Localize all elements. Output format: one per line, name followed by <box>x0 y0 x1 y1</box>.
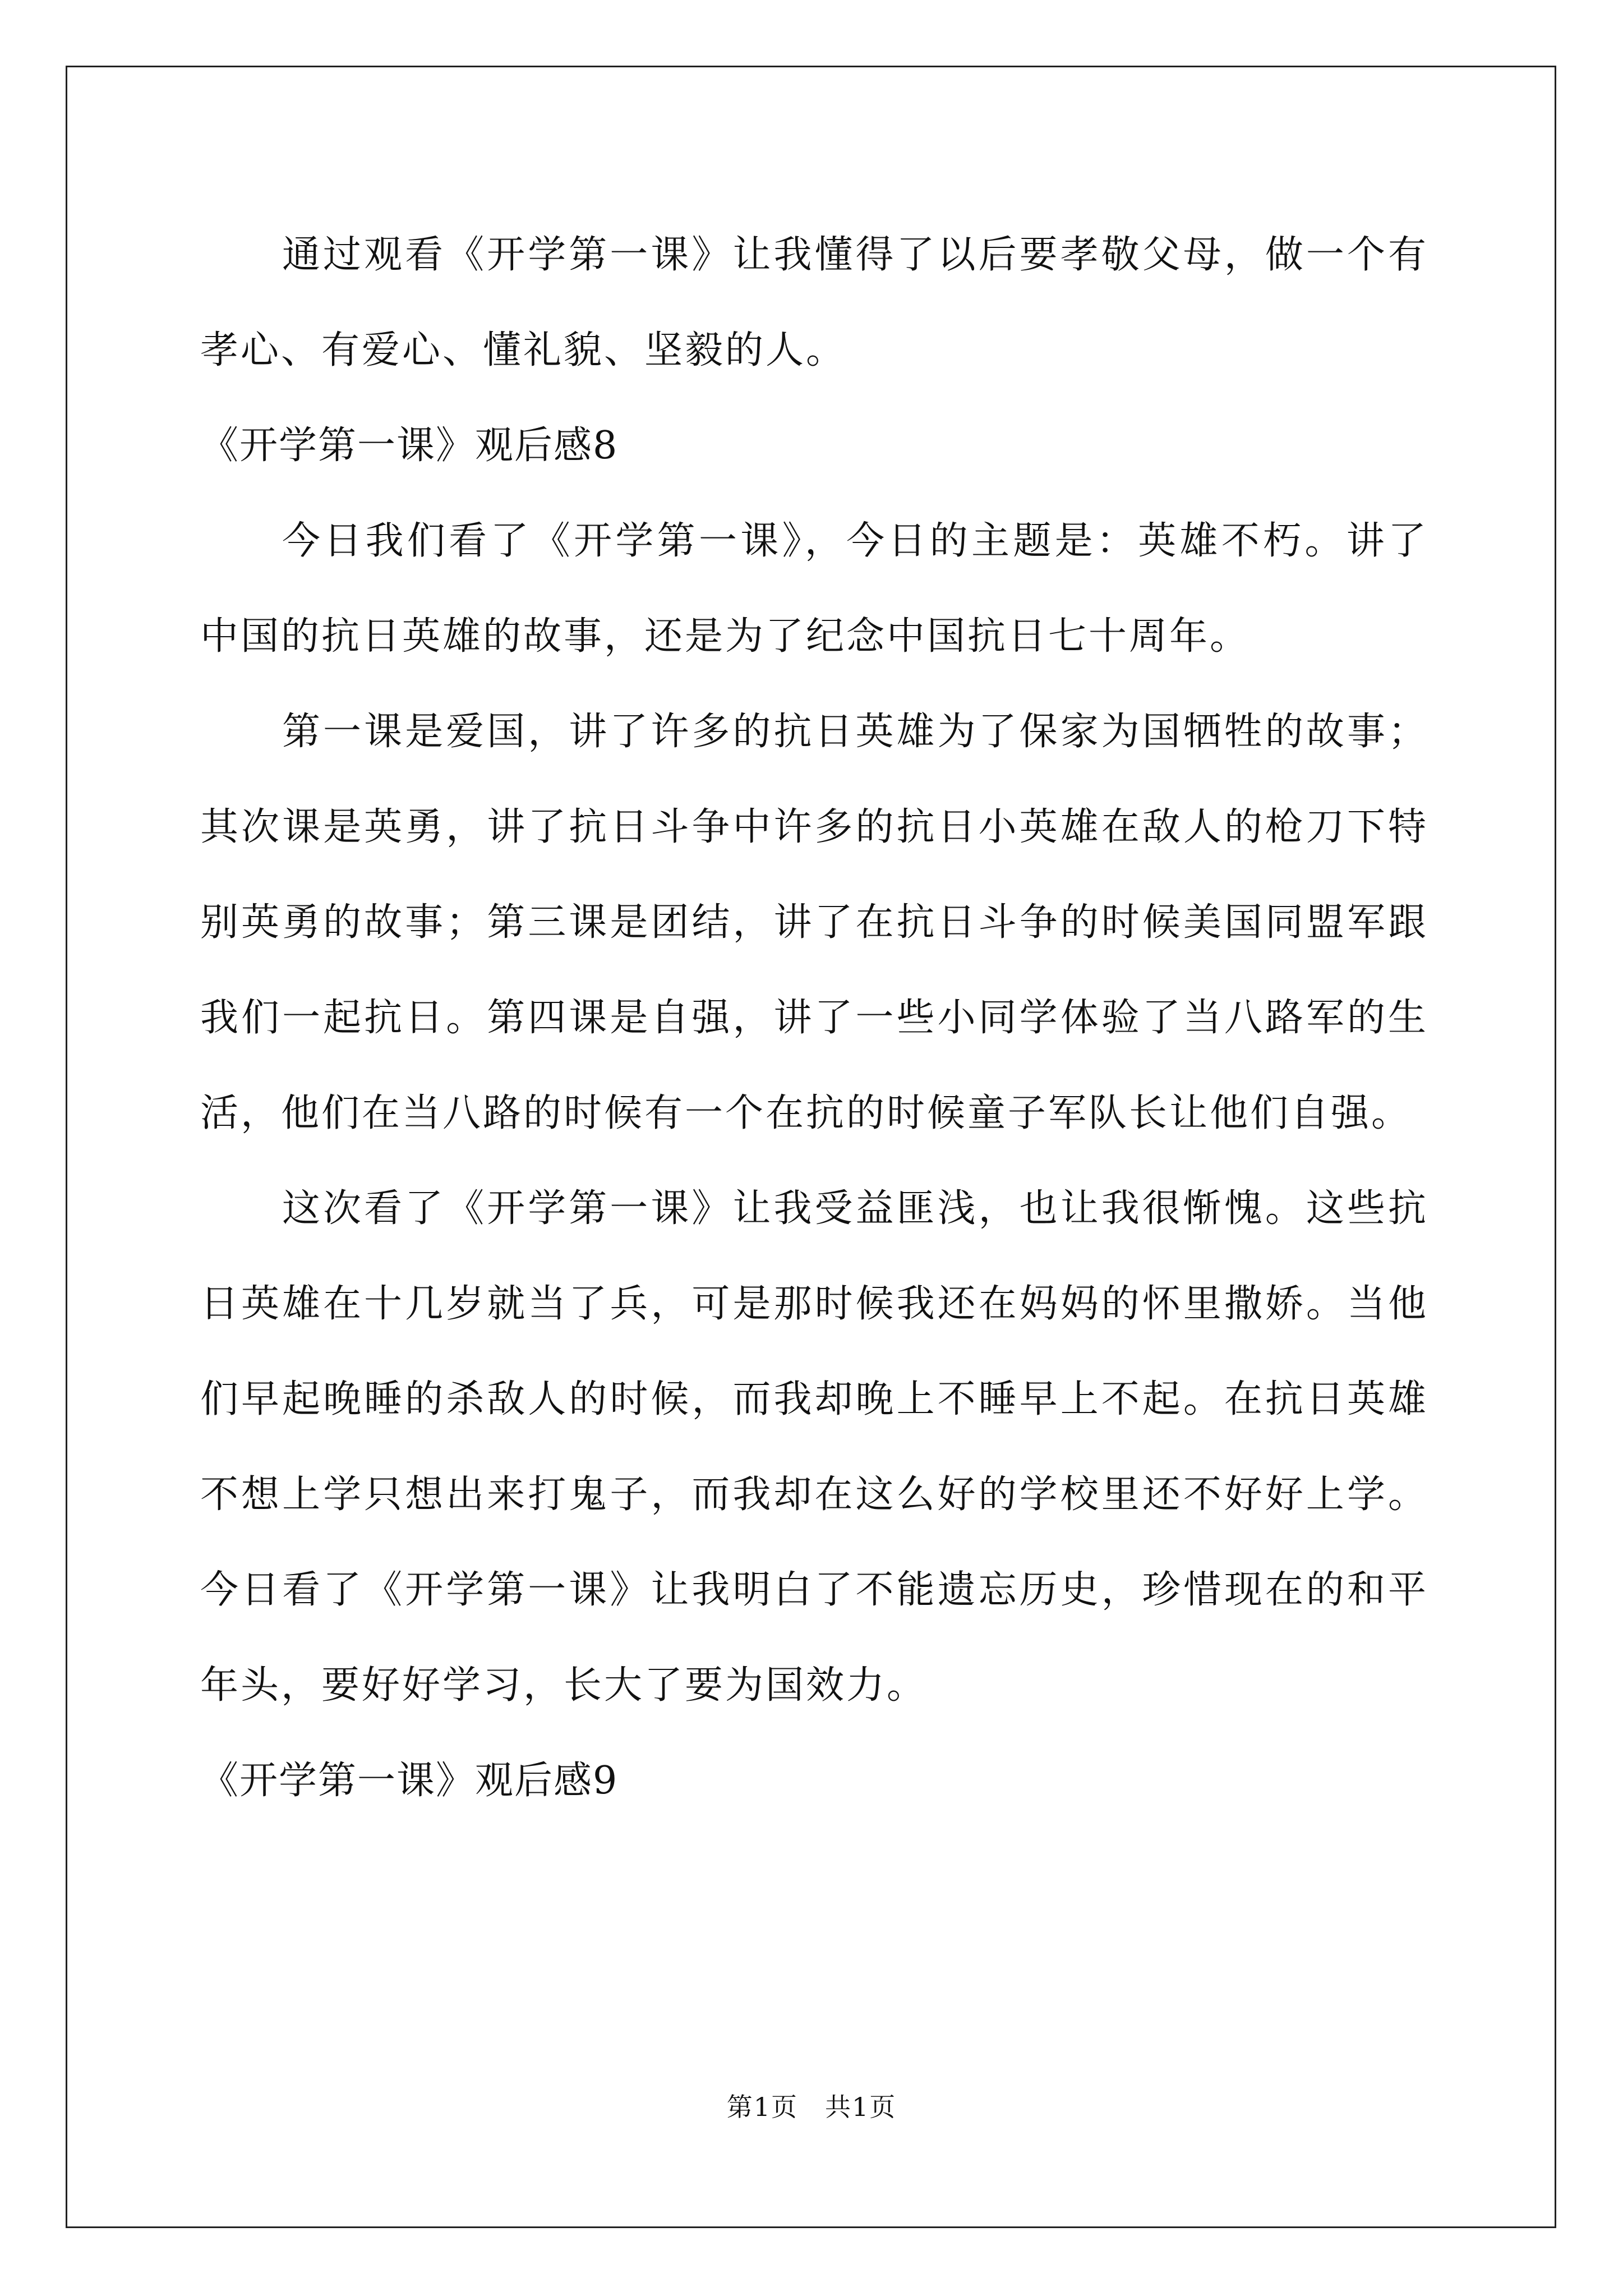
paragraph-filial-piety: 通过观看《开学第一课》让我懂得了以后要孝敬父母，做一个有孝心、有爱心、懂礼貌、坚毅的人。 <box>200 233 1428 372</box>
page-footer <box>0 2087 1623 2124</box>
document-body <box>200 208 1428 1829</box>
section-heading-9: 《开学第一课》观后感9 <box>200 1759 619 1803</box>
paragraph-reflection: 这次看了《开学第一课》让我受益匪浅，也让我很惭愧。这些抗日英雄在十几岁就当了兵，可是那时候我还在妈妈的怀里撒娇。当他们早起晚睡的杀敌人的时候，而我却晚上不睡早上不起。在抗日英雄不想上学只想出来打鬼子，而我却在这么好的学校里还不好好上学。今日看了《开学第一课》让我明白了不能遗忘历史，珍惜现在的和平年头，要好好学习，长大了要为国效力。 <box>200 1186 1428 1708</box>
paragraph-lessons: 第一课是爱国，讲了许多的抗日英雄为了保家为国牺牲的故事；其次课是英勇，讲了抗日斗争中许多的抗日小英雄在敌人的枪刀下特别英勇的故事；第三课是团结，讲了在抗日斗争的时候美国同盟军跟我们一起抗日。第四课是自强，讲了一些小同学体验了当八路军的生活，他们在当八路的时候有一个在抗的时候童子军队长让他们自强。 <box>200 710 1428 1135</box>
page-number-total: 共1页 <box>825 2092 897 2122</box>
page-number-current: 第1页 <box>726 2092 798 2122</box>
section-heading-8: 《开学第一课》观后感8 <box>200 424 619 468</box>
paragraph-theme: 今日我们看了《开学第一课》，今日的主题是：英雄不朽。讲了中国的抗日英雄的故事，还是为了纪念中国抗日七十周年。 <box>200 519 1428 659</box>
